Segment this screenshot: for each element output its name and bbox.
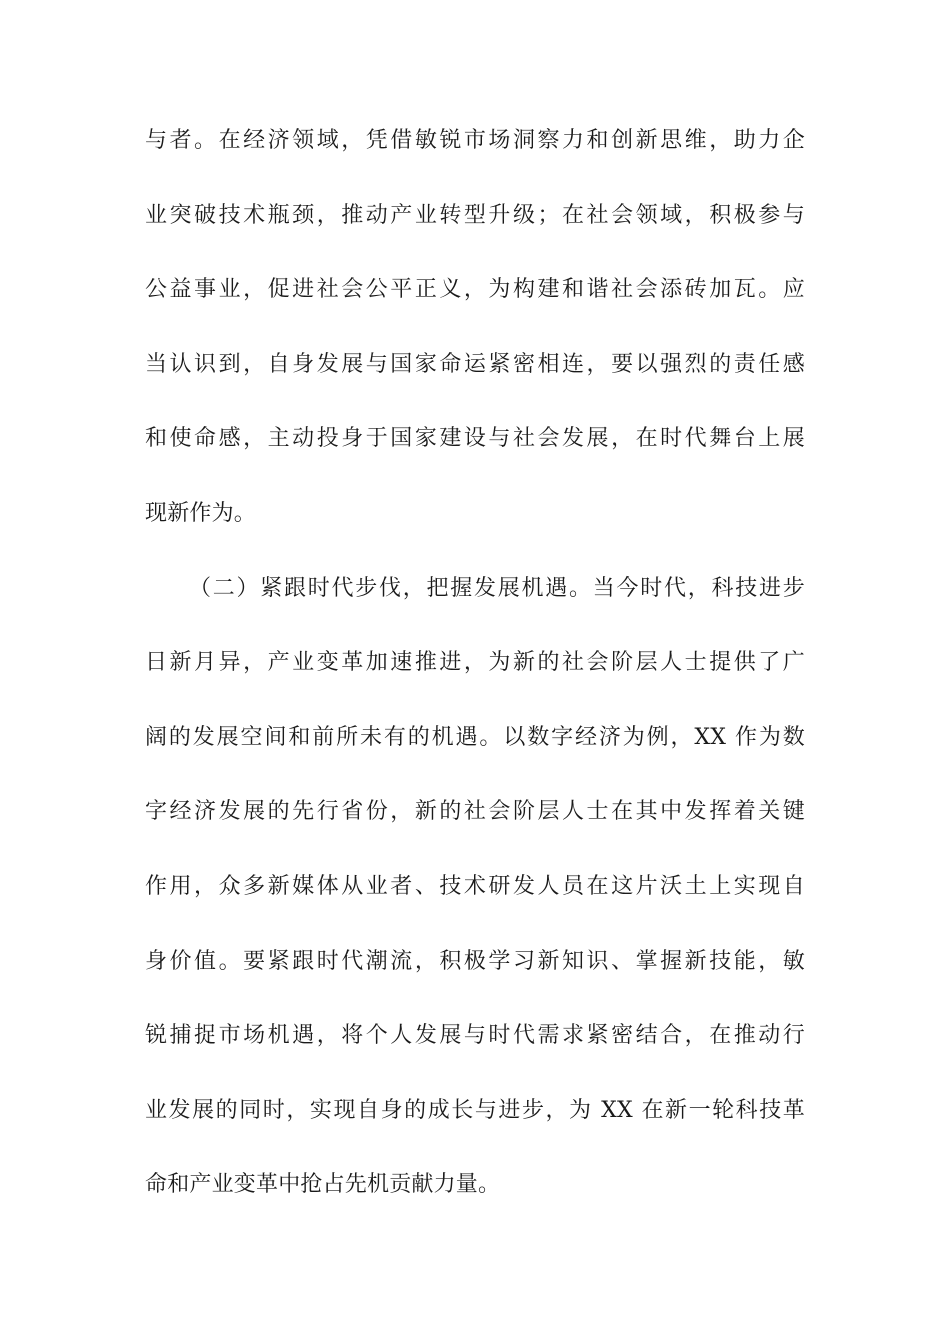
text-line: 阔的发展空间和前所未有的机遇。以数字经济为例，XX 作为数 [145, 724, 805, 750]
text-line: 字经济发展的先行省份，新的社会阶层人士在其中发挥着关键 [145, 799, 805, 825]
text-line: 现新作为。 [145, 500, 257, 526]
text-line: 身价值。要紧跟时代潮流，积极学习新知识、掌握新技能，敏 [145, 948, 805, 974]
text-line: 业发展的同时，实现自身的成长与进步，为 XX 在新一轮科技革 [145, 1097, 805, 1123]
text-line: 与者。在经济领域，凭借敏锐市场洞察力和创新思维，助力企 [145, 128, 805, 153]
text-line: 和使命感，主动投身于国家建设与社会发展，在时代舞台上展 [145, 426, 805, 452]
text-line: 业突破技术瓶颈，推动产业转型升级；在社会领域，积极参与 [145, 202, 805, 228]
text-line: 公益事业，促进社会公平正义，为构建和谐社会添砖加瓦。应 [145, 277, 805, 303]
section-heading-line: （二）紧跟时代步伐，把握发展机遇。当今时代，科技进步 [189, 575, 805, 601]
text-line: 作用，众多新媒体从业者、技术研发人员在这片沃土上实现自 [145, 873, 805, 899]
text-line: 当认识到，自身发展与国家命运紧密相连，要以强烈的责任感 [145, 351, 805, 377]
text-line: 命和产业变革中抢占先机贡献力量。 [145, 1172, 501, 1198]
text-line: 日新月异，产业变革加速推进，为新的社会阶层人士提供了广 [145, 650, 805, 676]
text-line: 锐捕捉市场机遇，将个人发展与时代需求紧密结合，在推动行 [145, 1023, 805, 1049]
document-body [145, 122, 805, 1241]
